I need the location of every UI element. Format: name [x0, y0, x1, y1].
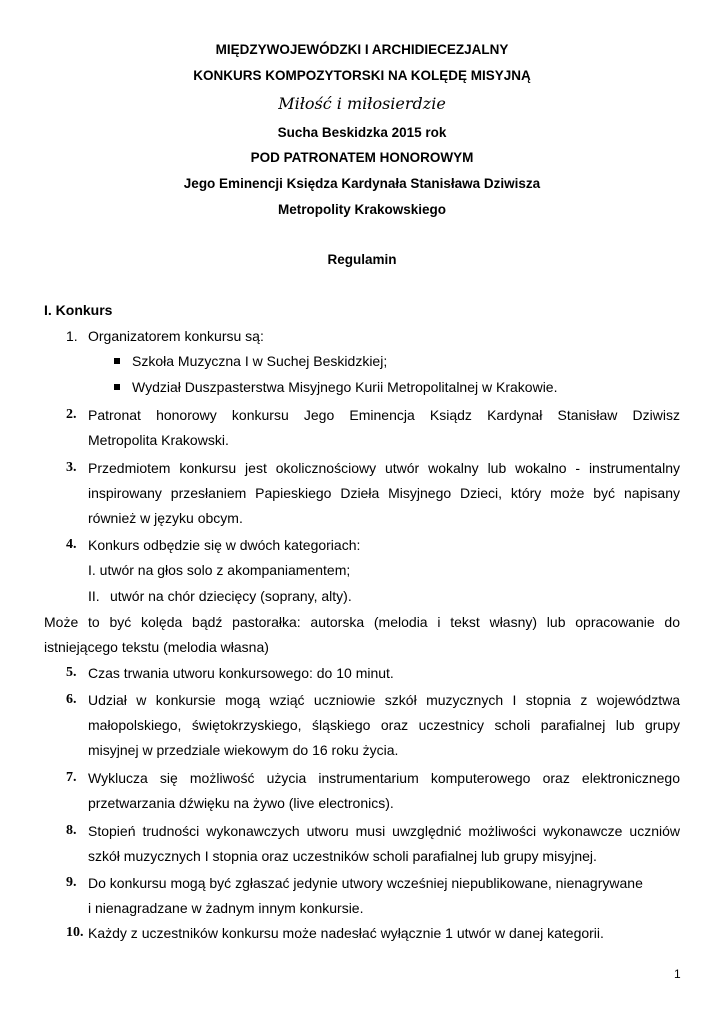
- item-9-number: 9.: [66, 875, 77, 890]
- item-8-line-1: Stopień trudności wykonawczych utworu musi uwzględnić możliwości wykonawcze uczniów: [88, 823, 680, 839]
- item-4-note-line-1: Może to być kolęda bądź pastorałka: autorska (melodia i tekst własny) lub opracowanie do: [44, 614, 680, 630]
- section-heading: I. Konkurs: [44, 302, 113, 318]
- item-9-line-1: Do konkursu mogą być zgłaszać jedynie utwory wcześniej niepublikowane, nienagrywane: [88, 875, 643, 891]
- header-line-6: Metropolity Krakowskiego: [277, 202, 447, 217]
- item-1-bullet-2: Wydział Duszpasterstwa Misyjnego Kurii Metropolitalnej w Krakowie.: [132, 379, 558, 395]
- header-motto: Miłość i miłosierdzie: [278, 94, 446, 113]
- item-4-number: 4.: [66, 537, 77, 552]
- item-4-category-1: I. utwór na głos solo z akompaniamentem;: [88, 562, 351, 578]
- item-8-number: 8.: [66, 823, 77, 838]
- header-line-1: MIĘDZYWOJEWÓDZKI I ARCHIDIECEZJALNY: [215, 42, 509, 57]
- item-5-text: Czas trwania utworu konkursowego: do 10 minut.: [88, 665, 394, 681]
- header-line-2: KONKURS KOMPOZYTORSKI NA KOLĘDĘ MISYJNĄ: [193, 68, 531, 83]
- item-7-number: 7.: [66, 770, 77, 785]
- item-6-line-1: Udział w konkursie mogą wziąć uczniowie szkół muzycznych I stopnia z województwa: [88, 692, 680, 708]
- item-9-line-2: i nienagradzane w żadnym innym konkursie.: [88, 900, 364, 916]
- item-2-number: 2.: [66, 407, 77, 422]
- item-1-number: 1.: [66, 328, 78, 344]
- item-1-bullet-1: Szkoła Muzyczna I w Suchej Beskidzkiej;: [132, 353, 388, 369]
- item-3-line-3: również w języku obcym.: [88, 510, 243, 526]
- item-6-line-2: małopolskiego, świętokrzyskiego, śląskiego oraz uczestnicy scholi parafialnej lub grupy: [88, 717, 680, 733]
- item-4-category-2-number: II.: [88, 588, 100, 604]
- page-number: 1: [674, 967, 681, 981]
- document-title: Regulamin: [327, 252, 397, 267]
- item-4-note-line-2: istniejącego tekstu (melodia własna): [44, 639, 269, 655]
- header-line-5: Jego Eminencji Księdza Kardynała Stanisława Dziwisza: [183, 176, 541, 191]
- item-2-line-1: Patronat honorowy konkursu Jego Eminencja Ksiądz Kardynał Stanisław Dziwisz: [88, 407, 680, 423]
- item-3-line-1: Przedmiotem konkursu jest okolicznościowy utwór wokalny lub wokalno - instrumentalny: [88, 460, 680, 476]
- item-4-category-2: utwór na chór dziecięcy (soprany, alty).: [110, 588, 352, 604]
- bullet-icon: [114, 384, 120, 390]
- header-line-4: POD PATRONATEM HONOROWYM: [250, 150, 474, 165]
- item-6-number: 6.: [66, 692, 77, 707]
- item-1-text: Organizatorem konkursu są:: [88, 328, 264, 344]
- item-3-line-2: inspirowany przesłaniem Papieskiego Dzieła Misyjnego Dzieci, który może być napisany: [88, 485, 680, 501]
- item-7-line-1: Wyklucza się możliwość użycia instrumentarium komputerowego oraz elektronicznego: [88, 770, 680, 786]
- item-6-line-3: misyjnej w przedziale wiekowym do 16 roku życia.: [88, 742, 399, 758]
- header-line-3: Sucha Beskidzka 2015 rok: [277, 125, 447, 140]
- bullet-icon: [114, 358, 120, 364]
- item-2-line-2: Metropolita Krakowski.: [88, 432, 229, 448]
- item-8-line-2: szkół muzycznych I stopnia oraz uczestników scholi parafialnej lub grupy misyjnej.: [88, 848, 597, 864]
- item-10-number: 10.: [66, 925, 84, 940]
- item-10-text: Każdy z uczestników konkursu może nadesłać wyłącznie 1 utwór w danej kategorii.: [88, 925, 604, 941]
- item-3-number: 3.: [66, 460, 77, 475]
- item-5-number: 5.: [66, 665, 77, 680]
- item-4-text: Konkurs odbędzie się w dwóch kategoriach:: [88, 537, 361, 553]
- item-7-line-2: przetwarzania dźwięku na żywo (live electronics).: [88, 795, 394, 811]
